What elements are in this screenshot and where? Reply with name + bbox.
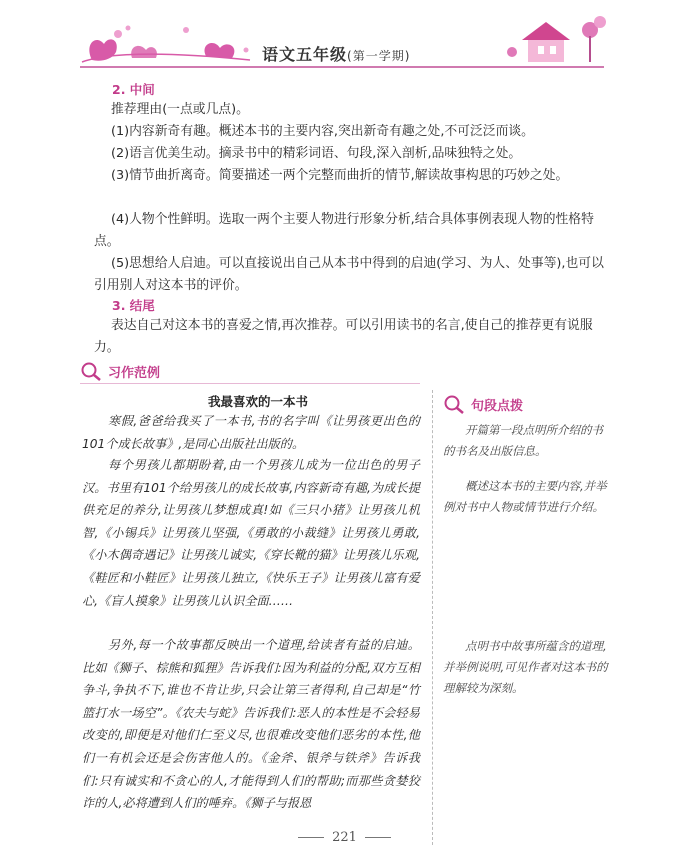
section-middle-heading: 2. 中间 (112, 82, 155, 97)
essay-title: 我最喜欢的一本书 (208, 394, 309, 409)
essay-paragraph-0: 寒假,爸爸给我买了一本书,书的名字叫《让男孩更出色的101个成长故事》,是同心出版社出版的。 (82, 414, 420, 451)
essay-paragraph-1: 每个男孩儿都期盼着,由一个男孩儿成为一位出色的男子汉。书里有101个给男孩儿的成长故事,内容新奇有趣,为成长提供充足的养分,让男孩儿梦想成真!如《三只小猪》让男孩儿机智,《小锡兵》让男孩儿坚强,《勇敢的小裁缝》让男孩儿勇敢,《小木偶奇遇记》让男孩儿诚实,《穿长靴的猫》让男孩儿乐观,《鞋匠和小鞋匠》让男孩儿独立,《快乐王子》让男孩儿富有爱心,《盲人摸象》让男孩儿认识全面…… (82, 458, 420, 608)
side-note-2: 点明书中故事所蕴含的道理,并举例说明,可见作者对这本书的理解较为深刻。 (443, 639, 608, 695)
example-label (80, 361, 160, 381)
side-note-0: 开篇第一段点明所介绍的书的书名及出版信息。 (443, 423, 603, 458)
middle-line-3: (3)情节曲折离奇。简要描述一两个完整而曲折的情节,解读故事构思的巧妙之处。 (111, 168, 569, 183)
side-divider (432, 390, 433, 845)
middle-line-0: 推荐理由(一点或几点)。 (111, 102, 249, 117)
middle-line-2: (2)语言优美生动。摘录书中的精彩词语、句段,深入剖析,品味独特之处。 (111, 146, 522, 161)
header-title (262, 42, 410, 65)
section-end-heading: 3. 结尾 (112, 298, 155, 313)
essay-paragraph-2: 另外,每一个故事都反映出一个道理,给读者有益的启迪。比如《狮子、棕熊和狐狸》告诉我们:因为利益的分配,双方互相争斗,争执不下,谁也不肯让步,只会让第三者得利,自己却是“竹篮打水一场空”。《农夫与蛇》告诉我们:恶人的本性是不会轻易改变的,即便是对他们仁至义尽,也很难改变他们恶劣的本性,他们一有机会还是会伤害他人的。《金斧、银斧与铁斧》告诉我们:只有诚实和不贪心的人,才能得到人们的帮助;而那些贪婪狡诈的人,必将遭到人们的唾弃。《狮子与报恩 (82, 638, 420, 811)
section-end-text: 表达自己对这本书的喜爱之情,再次推荐。可以引用读书的名言,使自己的推荐更有说服力。 (94, 318, 593, 355)
side-label (443, 394, 523, 414)
page-number (0, 830, 689, 845)
header-rule (80, 66, 604, 68)
page-number-text: 221 (332, 830, 357, 845)
page-header (0, 0, 689, 72)
book-subtitle: (第一学期) (347, 49, 411, 63)
side-label-text: 句段点拨 (471, 398, 524, 414)
magnifier-icon (80, 361, 102, 381)
magnifier-icon (443, 394, 465, 414)
example-label-text: 习作范例 (108, 365, 161, 381)
middle-line-1: (1)内容新奇有趣。概述本书的主要内容,突出新奇有趣之处,不可泛泛而谈。 (111, 124, 534, 139)
example-rule (80, 383, 420, 384)
middle-line-4: (4)人物个性鲜明。选取一两个主要人物进行形象分析,结合具体事例表现人物的性格特点。 (94, 212, 594, 249)
book-title: 语文五年级 (262, 45, 348, 64)
side-note-1: 概述这本书的主要内容,并举例对书中人物或情节进行介绍。 (443, 479, 607, 514)
middle-line-5: (5)思想给人启迪。可以直接说出自己从本书中得到的启迪(学习、为人、处事等),也可以引用别人对这本书的评价。 (94, 256, 604, 293)
